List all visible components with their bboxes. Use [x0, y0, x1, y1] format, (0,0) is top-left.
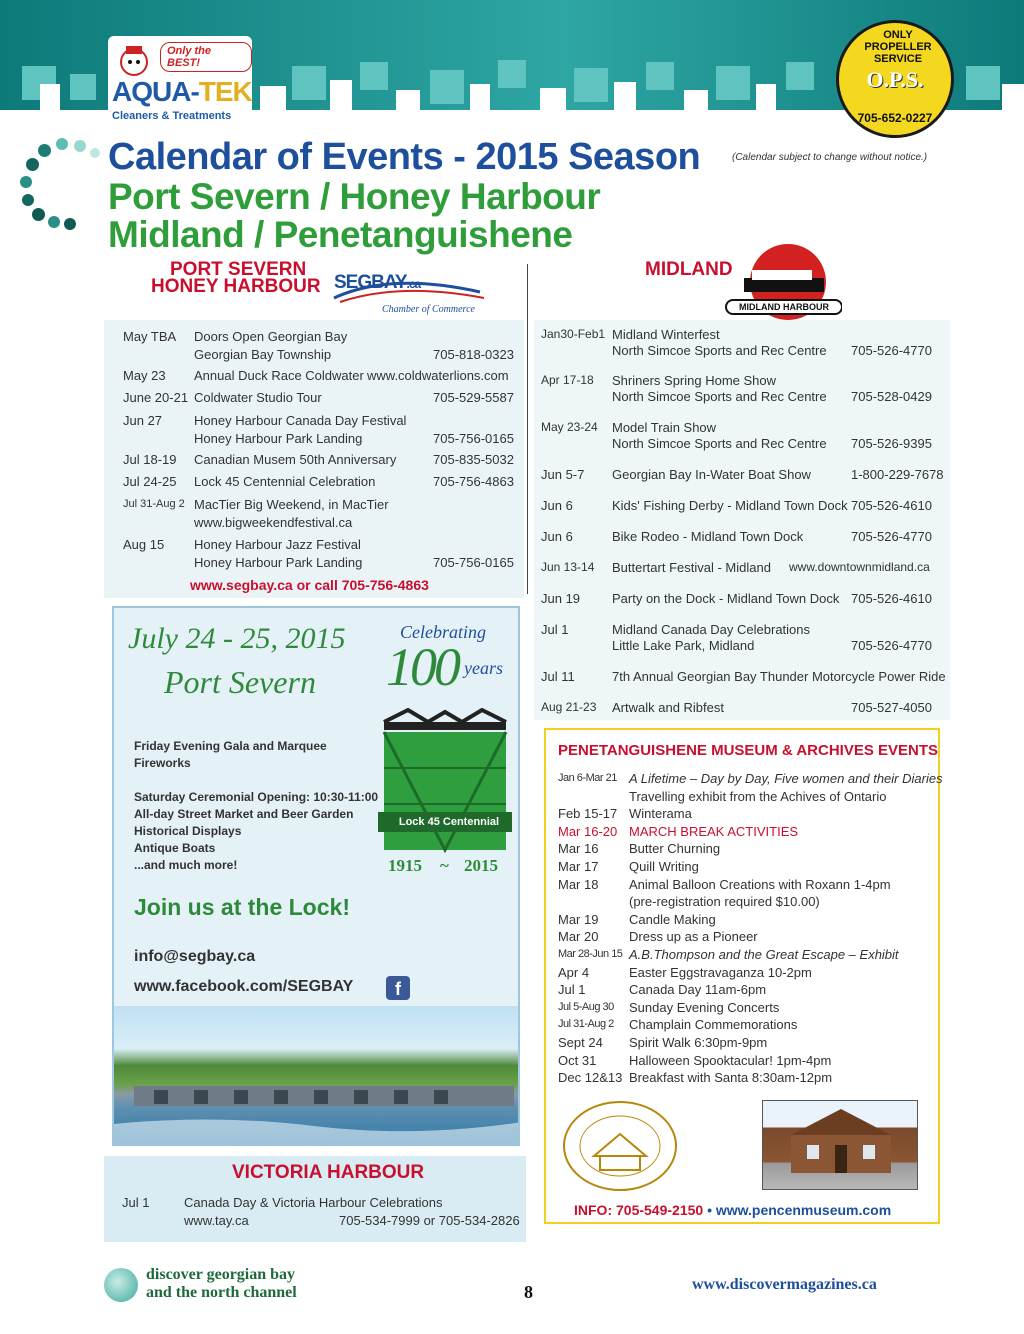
- event-location: Little Lake Park, Midland: [612, 638, 755, 653]
- footer-magazine-name: [146, 1266, 297, 1302]
- event-location[interactable]: www.bigweekendfestival.ca: [194, 515, 353, 530]
- midland-heading: MIDLAND: [645, 259, 733, 280]
- event-contact: 705-528-0429: [851, 389, 932, 404]
- decor-square: [966, 66, 1000, 100]
- column-divider: [527, 264, 528, 594]
- event-title: Canadian Musem 50th Anniversary: [194, 452, 397, 467]
- ad-facebook[interactable]: www.facebook.com/SEGBAY: [134, 978, 354, 995]
- museum-event-date: Mar 16: [558, 841, 599, 857]
- museum-event-date: Feb 15-17: [558, 806, 618, 822]
- event-date: June 20-21: [123, 390, 189, 405]
- event-title: Doors Open Georgian Bay: [194, 329, 348, 344]
- lock-gate-icon: [378, 708, 512, 868]
- museum-event-text: Easter Eggstravaganza 10-2pm: [629, 964, 812, 980]
- segbay-logo: [330, 266, 490, 318]
- event-title: MacTier Big Weekend, in MacTier: [194, 497, 389, 512]
- museum-event-date: Mar 19: [558, 911, 599, 927]
- honey-harbour-heading: HONEY HARBOUR: [151, 276, 321, 297]
- aquatek-subtitle: Cleaners & Treatments: [112, 110, 232, 122]
- event-date: Jul 18-19: [123, 452, 177, 467]
- ad-line: All-day Street Market and Beer Garden: [134, 807, 354, 821]
- decor-square: [574, 68, 608, 102]
- museum-building-photo: [762, 1100, 918, 1190]
- segbay-word: SEGBAY: [334, 272, 407, 293]
- ad-year-tilde: ~: [440, 856, 449, 875]
- museum-event-date: Jul 31-Aug 2: [558, 1018, 614, 1031]
- ad-hundred: 100: [386, 637, 458, 697]
- event-contact: 705-756-4863: [433, 474, 514, 489]
- museum-event-date: Jul 5-Aug 30: [558, 1000, 614, 1013]
- museum-event-text: Champlain Commemorations: [629, 1017, 798, 1033]
- victoria-harbour-heading: VICTORIA HARBOUR: [232, 1162, 425, 1183]
- museum-event-date: Dec 12&13: [558, 1070, 623, 1086]
- event-date: May TBA: [123, 329, 177, 344]
- museum-event-text: A.B.Thompson and the Great Escape – Exhibit: [629, 947, 899, 962]
- event-title: Midland Canada Day Celebrations: [612, 622, 811, 637]
- decor-square: [330, 80, 352, 110]
- decor-square: [1002, 84, 1024, 110]
- aquatek-word-b: TEK: [198, 76, 252, 107]
- event-title: Buttertart Festival - Midland: [612, 560, 771, 575]
- museum-event-text: Dress up as a Pioneer: [629, 929, 758, 945]
- museum-info: [574, 1202, 891, 1218]
- ad-line: Saturday Ceremonial Opening: 10:30-11:00: [134, 790, 379, 804]
- ad-line: Historical Displays: [134, 824, 242, 838]
- victoria-line2[interactable]: www.tay.ca: [184, 1213, 249, 1228]
- museum-event-text: A Lifetime – Day by Day, Five women and their Diaries: [629, 771, 943, 786]
- decor-square: [260, 86, 286, 110]
- event-location: Honey Harbour Park Landing: [194, 431, 363, 446]
- footer-website[interactable]: www.discovermagazines.ca: [692, 1276, 877, 1293]
- subtitle-port-severn: Port Severn / Honey Harbour: [108, 176, 601, 217]
- museum-events-panel: [544, 728, 943, 1224]
- decor-square: [614, 82, 636, 110]
- ad-line: Antique Boats: [134, 841, 216, 855]
- event-title: Party on the Dock - Midland Town Dock: [612, 591, 840, 606]
- museum-event-text: Sunday Evening Concerts: [629, 999, 780, 1015]
- event-contact: 705-756-0165: [433, 431, 514, 446]
- event-title: Annual Duck Race Coldwater: [194, 368, 364, 383]
- event-contact: 705-526-4610: [851, 498, 932, 513]
- museum-event-text: Canada Day 11am-6pm: [629, 982, 767, 998]
- event-title: Coldwater Studio Tour: [194, 390, 322, 405]
- museum-event-text: Travelling exhibit from the Achives of Ontario: [629, 788, 887, 804]
- event-date: Jun 6: [541, 498, 573, 513]
- aquatek-wordmark: [112, 76, 252, 108]
- ad-line: ...and much more!: [134, 858, 238, 872]
- event-location: North Simcoe Sports and Rec Centre: [612, 389, 827, 404]
- event-contact: 705-526-4770: [851, 638, 932, 653]
- museum-event-text: (pre-registration required $10.00): [629, 894, 820, 910]
- ad-date: July 24 - 25, 2015: [128, 622, 346, 655]
- decor-square: [360, 62, 388, 90]
- museum-event-date: Mar 28-Jun 15: [558, 948, 623, 960]
- museum-event-text: Halloween Spooktacular! 1pm-4pm: [629, 1052, 832, 1068]
- ad-year-start: 1915: [388, 856, 422, 875]
- midland-logo-text: MIDLAND HARBOUR: [739, 302, 829, 312]
- event-title: Kids' Fishing Derby - Midland Town Dock: [612, 498, 848, 513]
- decor-square: [70, 74, 96, 100]
- museum-event-date: Mar 16-20: [558, 823, 618, 839]
- event-contact: 705-835-5032: [433, 452, 514, 467]
- victoria-date: Jul 1: [122, 1195, 150, 1210]
- decor-square: [40, 84, 60, 110]
- decor-square: [430, 70, 464, 104]
- event-date: Jun 13-14: [541, 560, 595, 574]
- footer-globe-icon: [104, 1268, 138, 1302]
- museum-seal-icon: [560, 1098, 680, 1194]
- museum-event-text: Butter Churning: [629, 841, 721, 857]
- event-location: Georgian Bay Township: [194, 347, 332, 362]
- event-date: Apr 17-18: [541, 373, 594, 387]
- aquatek-slogan: Only the BEST!: [160, 42, 252, 72]
- decor-square: [396, 90, 420, 110]
- event-title: 7th Annual Georgian Bay Thunder Motorcycle Power Ride: [612, 669, 946, 684]
- event-date: Jun 5-7: [541, 467, 585, 482]
- facebook-icon[interactable]: f: [386, 976, 410, 1000]
- lock45-advertisement: [112, 606, 520, 1146]
- museum-event-date: Mar 17: [558, 859, 599, 874]
- ad-line: Fireworks: [134, 756, 191, 770]
- event-contact: 705-527-4050: [851, 700, 932, 715]
- museum-event-text: Candle Making: [629, 911, 716, 927]
- museum-event-date: Jul 1: [558, 982, 586, 998]
- ad-line: Friday Evening Gala and Marquee: [134, 739, 327, 753]
- subtitle-midland: Midland / Penetanguishene: [108, 214, 573, 255]
- museum-event-date: Mar 20: [558, 929, 599, 945]
- event-title: Model Train Show: [612, 420, 717, 435]
- footer-line2: and the north channel: [146, 1284, 297, 1301]
- ops-logo: [836, 20, 954, 138]
- event-title: Lock 45 Centennial Celebration: [194, 474, 376, 489]
- museum-event-text: Quill Writing: [629, 859, 699, 874]
- midland-harbour-logo: [722, 244, 842, 320]
- event-contact: 705-818-0323: [433, 347, 514, 362]
- footer-line1: discover georgian bay: [146, 1266, 296, 1283]
- event-date: Jun 27: [123, 413, 163, 428]
- museum-phone: INFO: 705-549-2150: [574, 1202, 704, 1218]
- event-location: North Simcoe Sports and Rec Centre: [612, 436, 827, 451]
- segbay-ext: .ca: [406, 277, 421, 291]
- event-contact: 705-526-9395: [851, 436, 932, 451]
- event-contact[interactable]: www.coldwaterlions.com: [367, 368, 509, 383]
- ad-email[interactable]: info@segbay.ca: [134, 948, 256, 965]
- segbay-subtitle: Chamber of Commerce: [382, 304, 475, 315]
- ad-sign-text: Lock 45 Centennial: [398, 816, 500, 828]
- event-title: Bike Rodeo - Midland Town Dock: [612, 529, 804, 544]
- museum-event-text: Spirit Walk 6:30pm-9pm: [629, 1035, 768, 1050]
- decor-square: [756, 84, 776, 110]
- event-date: Aug 21-23: [541, 700, 597, 714]
- event-date: Jun 6: [541, 529, 573, 544]
- decor-square: [540, 88, 566, 110]
- calendar-note: (Calendar subject to change without notice.): [732, 152, 928, 163]
- lock-photo: [114, 1006, 520, 1146]
- segbay-wordmark: [334, 272, 420, 294]
- decor-square: [470, 84, 490, 110]
- ad-year-end: 2015: [464, 856, 498, 875]
- event-contact[interactable]: www.downtownmidland.ca: [789, 560, 930, 574]
- event-date: Jul 1: [541, 622, 569, 637]
- event-date: Jul 24-25: [123, 474, 177, 489]
- segbay-link[interactable]: www.segbay.ca or call 705-756-4863: [190, 577, 429, 593]
- aquatek-logo: [108, 36, 252, 124]
- museum-event-text: Animal Balloon Creations with Roxann 1-4pm: [629, 876, 891, 892]
- museum-event-date: Apr 4: [558, 964, 590, 980]
- event-title: Georgian Bay In-Water Boat Show: [612, 467, 811, 482]
- ad-place: Port Severn: [164, 664, 316, 700]
- event-title: Artwalk and Ribfest: [612, 700, 724, 715]
- decor-square: [786, 62, 814, 90]
- museum-event-text: Breakfast with Santa 8:30am-12pm: [629, 1070, 833, 1086]
- victoria-contact: 705-534-7999 or 705-534-2826: [339, 1213, 520, 1228]
- event-contact: 705-526-4770: [851, 343, 932, 358]
- victoria-line1: Canada Day & Victoria Harbour Celebrations: [184, 1195, 443, 1210]
- decor-square: [646, 62, 674, 90]
- event-date: Jul 11: [541, 669, 575, 684]
- ad-join-text: Join us at the Lock!: [134, 894, 350, 920]
- event-location: Honey Harbour Park Landing: [194, 555, 363, 570]
- event-contact: 705-756-0165: [433, 555, 514, 570]
- event-title: Midland Winterfest: [612, 327, 720, 342]
- museum-url[interactable]: www.pencenmuseum.com: [715, 1202, 892, 1218]
- museum-heading: PENETANGUISHENE MUSEUM & ARCHIVES EVENTS: [558, 742, 939, 759]
- event-date: Jan30-Feb1: [541, 327, 606, 341]
- event-title: Shriners Spring Home Show: [612, 373, 777, 388]
- event-date: Jun 19: [541, 591, 581, 606]
- decor-square: [716, 66, 750, 100]
- museum-event-date: Oct 31: [558, 1052, 597, 1068]
- event-date: May 23-24: [541, 420, 598, 434]
- decor-square: [292, 66, 326, 100]
- museum-seal-text: [560, 1098, 561, 1099]
- mascot-icon: [114, 42, 154, 78]
- event-date: May 23: [123, 368, 166, 383]
- museum-info-separator: •: [703, 1202, 716, 1218]
- ad-years: years: [464, 658, 503, 678]
- museum-event-text: Winterama: [629, 806, 692, 822]
- event-title: Honey Harbour Canada Day Festival: [194, 413, 407, 428]
- event-date: Aug 15: [123, 537, 165, 552]
- museum-event-date: Mar 18: [558, 876, 599, 892]
- port-severn-heading: PORT SEVERN: [170, 259, 307, 280]
- museum-event-text: MARCH BREAK ACTIVITIES: [629, 823, 799, 839]
- page-number: 8: [524, 1282, 533, 1302]
- victoria-harbour-panel: [104, 1156, 526, 1242]
- event-contact: 1-800-229-7678: [851, 467, 944, 482]
- ops-initials: O.P.S.: [866, 67, 924, 92]
- ad-celebrating: Celebrating: [400, 622, 486, 642]
- museum-event-date: Sept 24: [558, 1035, 603, 1050]
- event-contact: 705-526-4610: [851, 591, 932, 606]
- event-location: North Simcoe Sports and Rec Centre: [612, 343, 827, 358]
- event-date: Jul 31-Aug 2: [123, 498, 185, 510]
- museum-seal: [560, 1098, 680, 1194]
- museum-event-date: Jan 6-Mar 21: [558, 772, 617, 784]
- event-contact: 705-529-5587: [433, 390, 514, 405]
- ops-phone: 705-652-0227: [857, 111, 933, 125]
- event-contact: 705-526-4770: [851, 529, 932, 544]
- aquatek-word-a: AQUA-: [112, 76, 199, 107]
- decor-square: [498, 60, 526, 88]
- event-title: Honey Harbour Jazz Festival: [194, 537, 361, 552]
- ops-arc-text: ONLY PROPELLER SERVICE: [864, 29, 932, 65]
- page-title: Calendar of Events - 2015 Season: [108, 136, 701, 178]
- decor-square: [684, 90, 708, 110]
